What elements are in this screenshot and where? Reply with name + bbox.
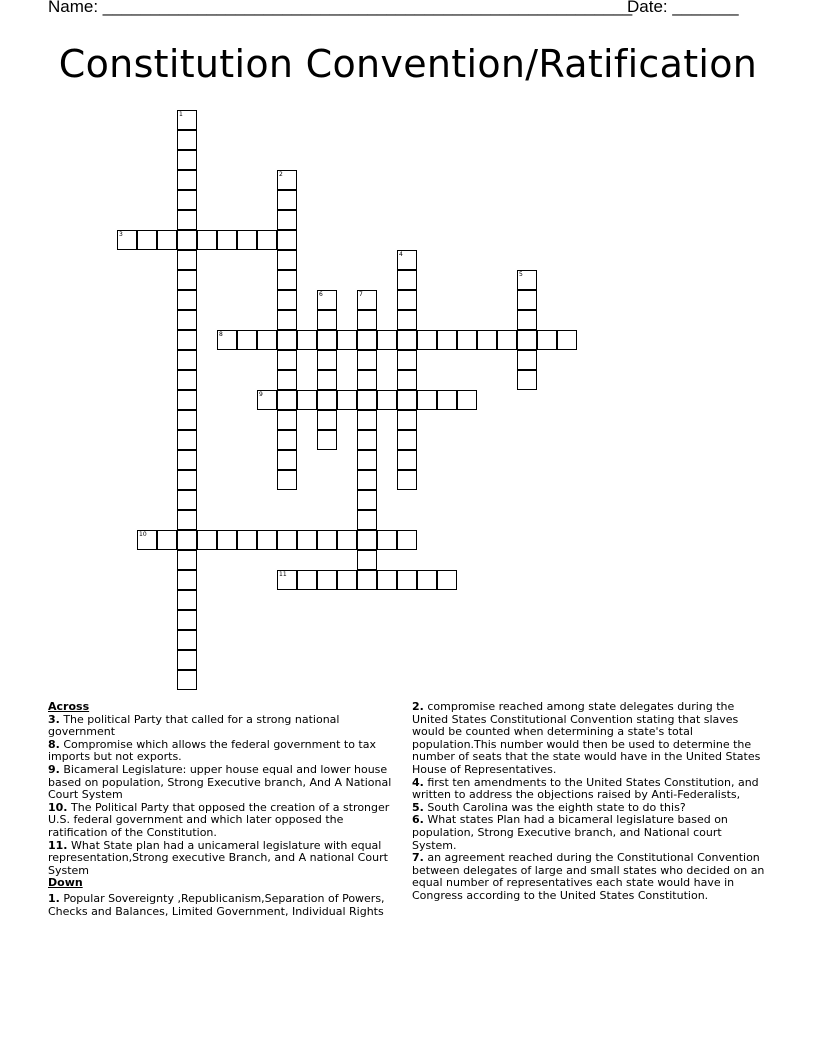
grid-cell[interactable]	[397, 410, 417, 430]
grid-cell[interactable]	[297, 530, 317, 550]
clue-number: 1	[179, 111, 183, 118]
grid-cell[interactable]	[317, 410, 337, 430]
grid-cell[interactable]	[357, 510, 377, 530]
grid-cell[interactable]	[317, 370, 337, 390]
grid-cell[interactable]	[177, 190, 197, 210]
grid-cell[interactable]	[157, 530, 177, 550]
grid-cell[interactable]	[337, 530, 357, 550]
clue-number: 10	[139, 531, 147, 538]
grid-cell[interactable]	[517, 370, 537, 390]
grid-cell[interactable]	[317, 390, 337, 410]
grid-cell[interactable]	[397, 470, 417, 490]
clue-text: first ten amendments to the United States Constitution, and written to address the objections raised by Anti-Federalists,	[412, 775, 759, 802]
clue-number-label: 11.	[48, 838, 68, 852]
clue-item	[48, 840, 406, 878]
grid-cell[interactable]	[277, 250, 297, 270]
clue-item	[48, 893, 406, 918]
grid-cell[interactable]	[177, 670, 197, 690]
clue-item	[48, 764, 406, 802]
date-field-label: Date: _______	[627, 0, 739, 16]
grid-cell[interactable]	[277, 310, 297, 330]
grid-cell[interactable]	[357, 410, 377, 430]
clue-text: What states Plan had a bicameral legislature based on population, Strong Executive branch, and National court System.	[412, 813, 728, 852]
grid-cell[interactable]	[177, 550, 197, 570]
clue-number-label: 5.	[412, 800, 424, 814]
clues-right-column	[412, 701, 768, 903]
grid-cell[interactable]	[177, 510, 197, 530]
grid-cell[interactable]	[177, 590, 197, 610]
grid-cell[interactable]	[277, 190, 297, 210]
clue-text: Compromise which allows the federal government to tax imports but not exports.	[48, 737, 376, 764]
clue-item	[48, 714, 406, 739]
grid-cell[interactable]	[177, 230, 197, 250]
grid-cell[interactable]	[257, 230, 277, 250]
clue-number-label: 6.	[412, 813, 424, 827]
down-clue-list	[48, 893, 406, 918]
clue-item	[412, 814, 768, 852]
grid-cell[interactable]	[277, 350, 297, 370]
clue-number-label: 10.	[48, 800, 68, 814]
grid-cell[interactable]	[177, 430, 197, 450]
clue-item	[412, 701, 768, 777]
grid-cell[interactable]	[177, 170, 197, 190]
grid-cell[interactable]	[277, 450, 297, 470]
down-clue-list-continued	[412, 701, 768, 903]
grid-cell[interactable]	[357, 550, 377, 570]
grid-cell[interactable]	[177, 130, 197, 150]
grid-cell[interactable]	[197, 530, 217, 550]
clue-number: 6	[319, 291, 323, 298]
grid-cell[interactable]	[517, 270, 537, 290]
clue-text: an agreement reached during the Constitutional Convention between delegates of large and small states who decided on an equal number of representatives each state would have in Congress according to the United States Constitution.	[412, 851, 765, 902]
grid-cell[interactable]	[177, 390, 197, 410]
grid-cell[interactable]	[397, 310, 417, 330]
grid-cell[interactable]	[277, 430, 297, 450]
grid-cell[interactable]	[337, 570, 357, 590]
grid-cell[interactable]	[377, 390, 397, 410]
grid-cell[interactable]	[377, 570, 397, 590]
clue-text: What State plan had a unicameral legislature with equal representation,Strong executive Branch, and A national Court System	[48, 838, 388, 877]
grid-cell[interactable]	[357, 330, 377, 350]
grid-cell[interactable]	[277, 290, 297, 310]
grid-cell[interactable]	[517, 290, 537, 310]
grid-cell[interactable]	[277, 170, 297, 190]
grid-cell[interactable]	[277, 470, 297, 490]
grid-cell[interactable]	[397, 530, 417, 550]
grid-cell[interactable]	[177, 370, 197, 390]
grid-cell[interactable]	[177, 210, 197, 230]
clue-number: 7	[359, 291, 363, 298]
clue-text: compromise reached among state delegates during the United States Constitutional Convention stating that slaves would be counted when determining a state's total population.This number would then be used to determine the number of seats that the state would have in the United States House of Representatives.	[412, 700, 761, 776]
grid-cell[interactable]	[317, 350, 337, 370]
grid-cell[interactable]	[277, 270, 297, 290]
clue-number-label: 1.	[48, 891, 60, 905]
grid-cell[interactable]	[357, 290, 377, 310]
grid-cell[interactable]	[257, 330, 277, 350]
grid-cell[interactable]	[177, 530, 197, 550]
clue-number: 4	[399, 251, 403, 258]
grid-cell[interactable]	[497, 330, 517, 350]
grid-cell[interactable]	[317, 570, 337, 590]
grid-cell[interactable]	[177, 570, 197, 590]
grid-cell[interactable]	[397, 450, 417, 470]
grid-cell[interactable]	[177, 250, 197, 270]
clue-item	[412, 852, 768, 902]
grid-cell[interactable]	[177, 650, 197, 670]
grid-cell[interactable]	[257, 390, 277, 410]
grid-cell[interactable]	[437, 390, 457, 410]
grid-cell[interactable]	[257, 530, 277, 550]
grid-cell[interactable]	[177, 310, 197, 330]
grid-cell[interactable]	[277, 530, 297, 550]
grid-cell[interactable]	[217, 330, 237, 350]
clue-number-label: 3.	[48, 712, 60, 726]
clue-number: 2	[279, 171, 283, 178]
grid-cell[interactable]	[277, 410, 297, 430]
clue-number-label: 9.	[48, 762, 60, 776]
grid-cell[interactable]	[177, 330, 197, 350]
grid-cell[interactable]	[337, 390, 357, 410]
grid-cell[interactable]	[357, 430, 377, 450]
clue-number: 9	[259, 391, 263, 398]
clue-text: Bicameral Legislature: upper house equal and lower house based on population, Strong Executive branch, And A National Court System	[48, 762, 392, 802]
grid-cell[interactable]	[417, 330, 437, 350]
clue-item	[48, 739, 406, 764]
clue-number-label: 8.	[48, 737, 60, 751]
grid-cell[interactable]	[357, 530, 377, 550]
grid-cell[interactable]	[557, 330, 577, 350]
page-title: Constitution Convention/Ratification	[58, 42, 758, 86]
grid-cell[interactable]	[517, 350, 537, 370]
grid-cell[interactable]	[197, 230, 217, 250]
grid-cell[interactable]	[277, 570, 297, 590]
grid-cell[interactable]	[277, 390, 297, 410]
grid-cell[interactable]	[177, 270, 197, 290]
grid-cell[interactable]	[537, 330, 557, 350]
clue-number-label: 4.	[412, 775, 424, 789]
grid-cell[interactable]	[177, 410, 197, 430]
clue-number: 5	[519, 271, 523, 278]
grid-cell[interactable]	[357, 490, 377, 510]
grid-cell[interactable]	[317, 330, 337, 350]
grid-cell[interactable]	[397, 430, 417, 450]
grid-cell[interactable]	[177, 290, 197, 310]
grid-cell[interactable]	[377, 530, 397, 550]
grid-cell[interactable]	[137, 230, 157, 250]
grid-cell[interactable]	[437, 570, 457, 590]
grid-cell[interactable]	[177, 630, 197, 650]
grid-cell[interactable]	[357, 310, 377, 330]
grid-cell[interactable]	[417, 390, 437, 410]
grid-cell[interactable]	[177, 610, 197, 630]
grid-cell[interactable]	[177, 150, 197, 170]
grid-cell[interactable]	[177, 350, 197, 370]
clues-left-column	[48, 701, 406, 918]
grid-cell[interactable]	[297, 330, 317, 350]
grid-cell[interactable]	[357, 570, 377, 590]
clue-text: The political Party that called for a strong national government	[48, 712, 340, 739]
grid-cell[interactable]	[357, 390, 377, 410]
grid-cell[interactable]	[337, 330, 357, 350]
grid-cell[interactable]	[397, 370, 417, 390]
grid-cell[interactable]	[457, 330, 477, 350]
grid-cell[interactable]	[317, 530, 337, 550]
grid-cell[interactable]	[357, 470, 377, 490]
grid-cell[interactable]	[277, 210, 297, 230]
grid-cell[interactable]	[137, 530, 157, 550]
grid-cell[interactable]	[437, 330, 457, 350]
grid-cell[interactable]	[377, 330, 397, 350]
grid-cell[interactable]	[317, 310, 337, 330]
grid-cell[interactable]	[397, 390, 417, 410]
grid-cell[interactable]	[357, 350, 377, 370]
grid-cell[interactable]	[237, 330, 257, 350]
clue-item	[48, 802, 406, 840]
grid-cell[interactable]	[397, 570, 417, 590]
grid-cell[interactable]	[357, 450, 377, 470]
grid-cell[interactable]	[237, 230, 257, 250]
clue-item	[412, 777, 768, 802]
clue-text: The Political Party that opposed the creation of a stronger U.S. federal government and which later opposed the ratification of the Constitution.	[48, 800, 390, 839]
clue-number: 11	[279, 571, 287, 578]
across-clue-list	[48, 714, 406, 878]
grid-cell[interactable]	[297, 390, 317, 410]
grid-cell[interactable]	[417, 570, 437, 590]
grid-cell[interactable]	[157, 230, 177, 250]
grid-cell[interactable]	[397, 330, 417, 350]
grid-cell[interactable]	[477, 330, 497, 350]
grid-cell[interactable]	[177, 470, 197, 490]
name-field-label: Name: ________________________________________________________	[48, 0, 633, 16]
grid-cell[interactable]	[317, 290, 337, 310]
grid-cell[interactable]	[237, 530, 257, 550]
grid-cell[interactable]	[277, 370, 297, 390]
grid-cell[interactable]	[117, 230, 137, 250]
grid-cell[interactable]	[397, 350, 417, 370]
grid-cell[interactable]	[317, 430, 337, 450]
grid-cell[interactable]	[177, 490, 197, 510]
grid-cell[interactable]	[457, 390, 477, 410]
clue-number: 8	[219, 331, 223, 338]
clue-number: 3	[119, 231, 123, 238]
grid-cell[interactable]	[517, 330, 537, 350]
grid-cell[interactable]	[177, 110, 197, 130]
clue-number-label: 2.	[412, 700, 424, 713]
across-heading: Across	[48, 700, 90, 713]
clue-number-label: 7.	[412, 851, 424, 865]
grid-cell[interactable]	[277, 230, 297, 250]
grid-cell[interactable]	[397, 270, 417, 290]
grid-cell[interactable]	[217, 230, 237, 250]
grid-cell[interactable]	[297, 570, 317, 590]
grid-cell[interactable]	[397, 290, 417, 310]
grid-cell[interactable]	[397, 250, 417, 270]
grid-cell[interactable]	[277, 330, 297, 350]
clue-text: South Carolina was the eighth state to do this?	[423, 800, 686, 814]
grid-cell[interactable]	[177, 450, 197, 470]
down-heading: Down	[48, 876, 83, 890]
grid-cell[interactable]	[517, 310, 537, 330]
clue-text: Popular Sovereignty ,Republicanism,Separation of Powers, Checks and Balances, Limited Government, Individual Rights	[48, 891, 385, 918]
grid-cell[interactable]	[217, 530, 237, 550]
grid-cell[interactable]	[357, 370, 377, 390]
